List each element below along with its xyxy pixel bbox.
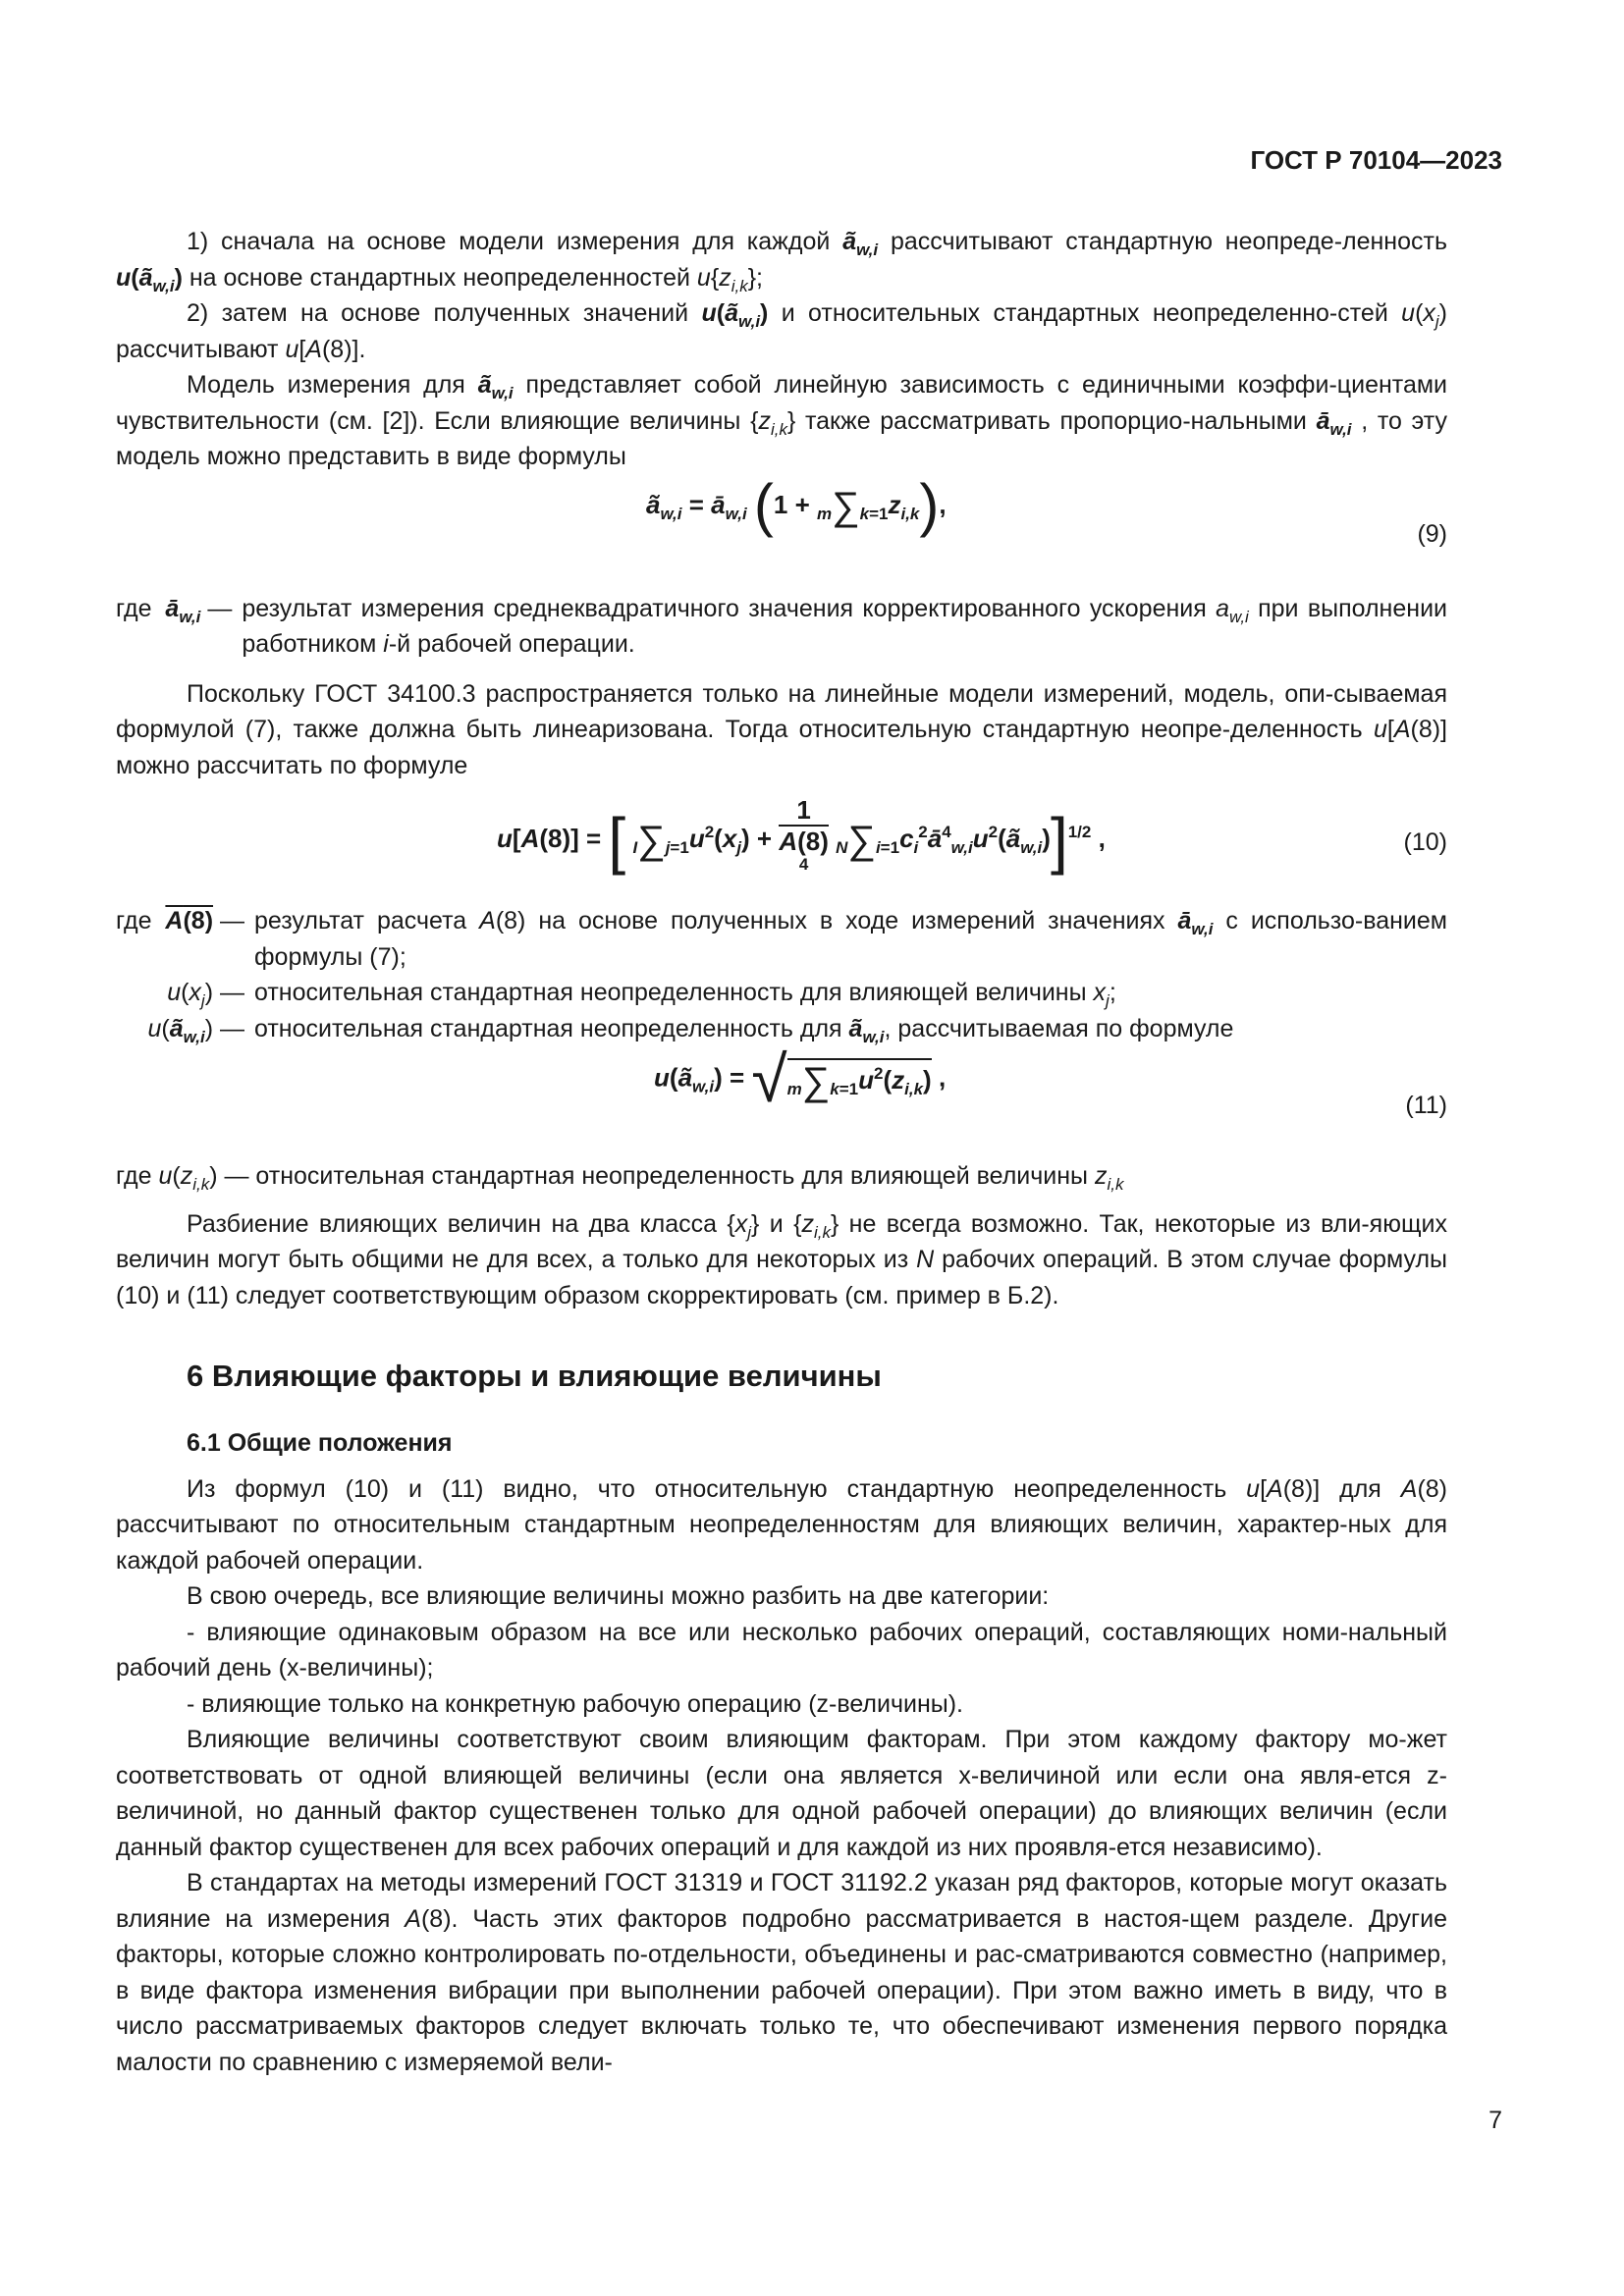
- paragraph-linearization: Поскольку ГОСТ 34100.3 распространяется только на линейные модели измерений, модель, опи-сываемая формулой (7), также должна быть линеаризована. Тогда относительную стандартную неопре-деленность u[A(8)] можно рассчитать по формуле: [116, 679, 1447, 779]
- paragraph-model: Модель измерения для $ã_{w,i}$ представляет собой линейную зависимость с единичными коэффи-циентами чувствительности (см. [2]). Если влияющие величины $\{z_{i,k}\}$ также рассматривать пропорцио-нальными $ā_{w,i}$ , то эту модель можно представить в виде формулы: [116, 371, 1448, 470]
- paragraph-step-2: 2) затем на основе полученных значений $u(ã_{w,i})$ и относительных стандартных неопределенно-стей $u(x_j)$ рассчитывают u[A(8)].: [116, 299, 1447, 363]
- formula-10: u[A(8)] = [ $I\sum j=1u^2(x_j)$ + 1 A(8) $^4$ $N\sum i=1c_i^2ā^4_{w,i}u^2(ã_{w,i})]^{1/2}$ , (10): [116, 795, 1447, 893]
- section-6-1-heading: 6.1 Общие положения: [187, 1429, 453, 1457]
- formula-11-number: (11): [1405, 1092, 1447, 1119]
- formula-9-number: (9): [1417, 519, 1447, 548]
- section-6-heading: 6 Влияющие факторы и влияющие величины: [187, 1359, 882, 1393]
- where-block-11: где $u(z_{i,k})$ — относительная стандартная неопределенность для влияющей величины $z_{i,k}$: [116, 1162, 1124, 1194]
- list-item-x: - влияющие одинаковым образом на все или несколько рабочих операций, составляющих номи-нальный рабочий день (x-величины);: [116, 1618, 1447, 1682]
- formula-11: $u(ã_{w,i}) = √m\sum k=1u^2(z_{i,k})$ , (11): [116, 1058, 1447, 1148]
- where-block-10: где A(8) — результат расчета A(8) на основе полученных в ходе измерений значениях $ā_{w,i}$ с использо-ванием формулы (7); $u(x_j)$ — относительная стандартная неопределенность для влияющей величины $x_j$; $u(ã_{w,i})$ — относительная стандартная неопределенность для $ã_{w,i}$, рассчитываемая по формуле: [116, 907, 1447, 1046]
- paragraph-classes: Разбиение влияющих величин на два класса $\{x_j\}$ и $\{z_{i,k}\}$ не всегда возможно. Так, некоторые из вли-яющих величин могут быть общими не для всех, а только для некоторых из N рабочих операций. В этом случае формулы (10) и (11) следует соответствующим образом скорректировать (см. пример в Б.2).: [116, 1209, 1447, 1309]
- paragraph-step-1: 1) сначала на основе модели измерения для каждой $ã_{w,i}$ рассчитывают стандартную неопреде-ленность $u(ã_{w,i})$ на основе стандартных неопределенностей $u\{z_{i,k}\}$;: [116, 228, 1447, 295]
- document-header: ГОСТ Р 70104—2023: [1250, 145, 1502, 175]
- paragraph-standards: В стандартах на методы измерений ГОСТ 31319 и ГОСТ 31192.2 указан ряд факторов, которые могут оказать влияние на измерения A(8). Часть этих факторов подробно рассматривается в настоя-щем разделе. Другие факторы, которые сложно контролировать по-отдельности, объединены и рас-сматриваются совместно (например, в виде фактора изменения вибрации при выполнении рабочей операции). При этом важно иметь в виду, что в число рассматриваемых факторов следует включать только те, что обеспечивают изменения первого порядка малости по сравнению с измеряемой вели-: [116, 1869, 1447, 2076]
- where-block-9: где $ā_{w,i}$ — результат измерения среднеквадратичного значения корректированного ускорения $a_{w,i}$ при выполнении работником i-й рабочей операции.: [116, 594, 1447, 658]
- paragraph-factors: Влияющие величины соответствуют своим влияющим факторам. При этом каждому фактору мо-жет соответствовать от одной влияющей величины (если она является x-величиной или если она явля-ется z-величиной, но данный фактор существенен только для одной рабочей операции) до влияющих величин (если данный фактор существенен для всех рабочих операций и для каждой из них проявля-ется независимо).: [116, 1726, 1447, 1861]
- paragraph-formulas: Из формул (10) и (11) видно, что относительную стандартную неопределенность u[A(8)] для A(8) рассчитывают по относительным стандартным неопределенностям для влияющих величин, характер-ных для каждой рабочей операции.: [116, 1474, 1447, 1575]
- formula-10-number: (10): [1403, 828, 1447, 856]
- list-item-z: - влияющие только на конкретную рабочую операцию (z-величины).: [187, 1689, 964, 1718]
- formula-9: $ã_{w,i}$ = $ā_{w,i}$ $(1 + m\sum k=1z_{i,k})$, (9): [116, 487, 1447, 581]
- page-content: [116, 224, 1447, 2080]
- page-number: 7: [1489, 2107, 1502, 2134]
- paragraph-categories: В свою очередь, все влияющие величины можно разбить на две категории:: [187, 1582, 1050, 1610]
